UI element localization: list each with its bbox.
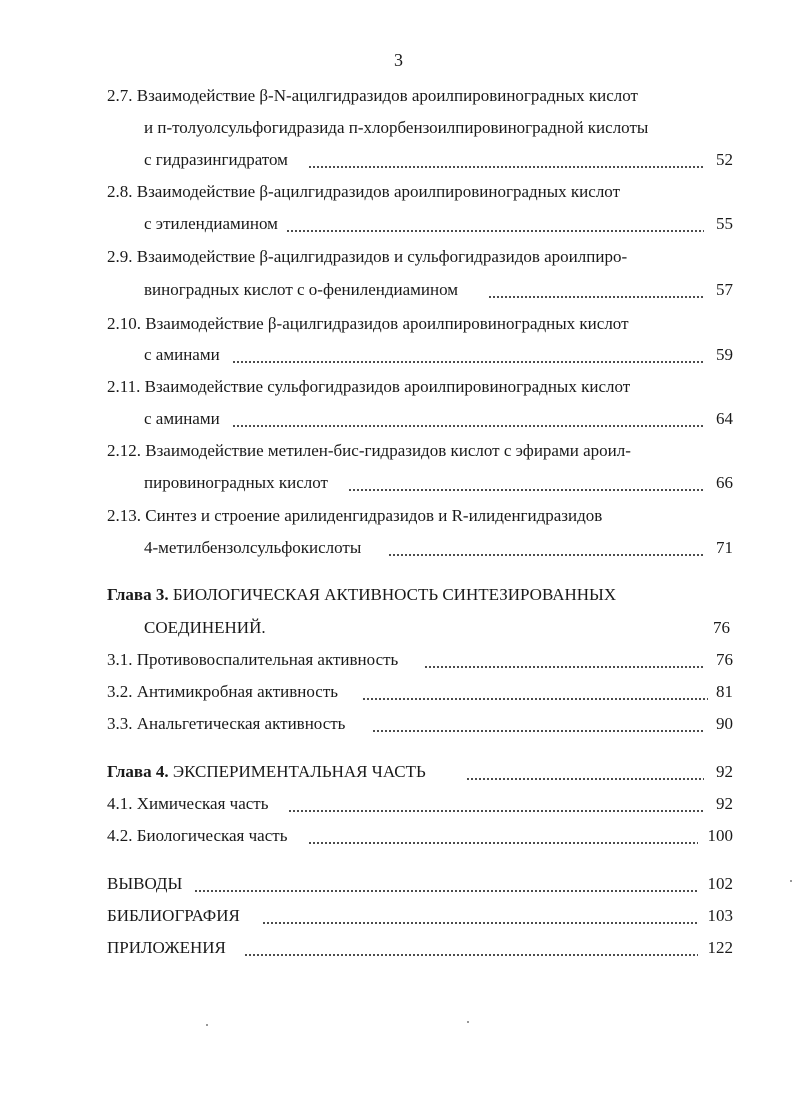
leader-dots — [232, 344, 704, 366]
leader-dots — [372, 713, 704, 735]
toc-page: 122 — [707, 938, 733, 957]
toc-page: 81 — [716, 682, 733, 701]
toc-entry-2-7-line-1 — [0, 85, 797, 107]
scan-speck — [206, 1024, 208, 1026]
toc-entry-2-12-line-1 — [0, 440, 797, 462]
toc-page: 92 — [716, 794, 733, 813]
chapter-title: ЭКСПЕРИМЕНТАЛЬНАЯ ЧАСТЬ — [172, 762, 426, 781]
toc-entry-text: 2.8. Взаимодействие β-ацилгидразидов ароилпировиноградных кислот — [107, 182, 621, 201]
toc-entry-3-3 — [0, 713, 797, 735]
toc-page: 103 — [707, 906, 733, 925]
toc-entry-2-11-line-1 — [0, 376, 797, 398]
leader-dots — [288, 793, 704, 815]
leader-dots — [286, 213, 704, 235]
toc-entry-text: 4.2. Биологическая часть — [107, 826, 288, 845]
chapter-number: Глава 4. — [107, 762, 169, 781]
toc-entry-2-8-line-2 — [0, 213, 797, 235]
toc-entry-2-8-line-1 — [0, 181, 797, 203]
toc-entry-3-1 — [0, 649, 797, 671]
toc-entry-text: и п-толуолсульфогидразида п-хлорбензоилпировиноградной кислоты — [144, 118, 649, 137]
toc-entry-text: пировиноградных кислот — [144, 473, 328, 492]
leader-dots — [244, 937, 698, 959]
toc-entry-4-1 — [0, 793, 797, 815]
toc-entry-text: с этилендиамином — [144, 214, 278, 233]
leader-dots — [308, 149, 704, 171]
toc-entry-2-9-line-1 — [0, 246, 797, 268]
toc-page: 57 — [716, 280, 733, 299]
chapter-title: БИОЛОГИЧЕСКАЯ АКТИВНОСТЬ СИНТЕЗИРОВАННЫХ — [172, 585, 617, 604]
toc-entry-2-10-line-2 — [0, 344, 797, 366]
chapter-4-heading — [0, 761, 797, 783]
toc-entry-text: 4.1. Химическая часть — [107, 794, 269, 813]
leader-dots — [308, 825, 698, 847]
leader-dots — [194, 873, 698, 895]
page-number: 3 — [394, 50, 403, 70]
toc-entry-text: 2.10. Взаимодействие β-ацилгидразидов ароилпировиноградных кислот — [107, 314, 629, 333]
toc-entry-conclusions — [0, 873, 797, 895]
leader-dots — [388, 537, 704, 559]
toc-entry-2-13-line-1 — [0, 505, 797, 527]
toc-entry-2-7-line-3 — [0, 149, 797, 171]
toc-entry-text: 2.11. Взаимодействие сульфогидразидов ароилпировиноградных кислот — [107, 377, 631, 396]
leader-dots — [362, 681, 708, 703]
toc-page: 76 — [716, 650, 733, 669]
toc-entry-text: 4-метилбензолсульфокислоты — [144, 538, 362, 557]
chapter-3-heading — [0, 584, 797, 606]
toc-entry-2-10-line-1 — [0, 313, 797, 335]
toc-page: 76 — [713, 618, 730, 637]
toc-entry-text: БИБЛИОГРАФИЯ — [107, 906, 240, 925]
toc-entry-text: с аминами — [144, 345, 220, 364]
toc-page: 55 — [716, 214, 733, 233]
toc-entry-text: с гидразингидратом — [144, 150, 288, 169]
toc-page: 92 — [716, 762, 733, 781]
toc-entry-2-9-line-2 — [0, 279, 797, 301]
scan-speck — [790, 880, 792, 882]
toc-page: 64 — [716, 409, 733, 428]
toc-entry-text: ПРИЛОЖЕНИЯ — [107, 938, 226, 957]
toc-entry-2-7-line-2 — [0, 117, 797, 139]
leader-dots — [348, 472, 704, 494]
toc-entry-3-2 — [0, 681, 797, 703]
toc-page: 90 — [716, 714, 733, 733]
leader-dots — [262, 905, 698, 927]
chapter-title: СОЕДИНЕНИЙ. — [144, 618, 266, 637]
toc-entry-bibliography — [0, 905, 797, 927]
leader-dots — [466, 761, 704, 783]
chapter-3-heading-line-2 — [0, 617, 797, 639]
chapter-number: Глава 3. — [107, 585, 169, 604]
toc-entry-text: 2.12. Взаимодействие метилен-бис-гидразидов кислот с эфирами ароил- — [107, 441, 631, 460]
toc-page: 100 — [707, 826, 733, 845]
scan-speck — [467, 1021, 469, 1023]
toc-page: 59 — [716, 345, 733, 364]
toc-entry-text: 2.13. Синтез и строение арилиденгидразидов и R-илиденгидразидов — [107, 506, 603, 525]
toc-entry-4-2 — [0, 825, 797, 847]
toc-page: 71 — [716, 538, 733, 557]
toc-entry-text: с аминами — [144, 409, 220, 428]
toc-page: 66 — [716, 473, 733, 492]
toc-entry-text: 3.1. Противовоспалительная активность — [107, 650, 399, 669]
toc-entry-2-11-line-2 — [0, 408, 797, 430]
leader-dots — [488, 279, 704, 301]
toc-entry-appendices — [0, 937, 797, 959]
toc-entry-text: ВЫВОДЫ — [107, 874, 183, 893]
leader-dots — [424, 649, 704, 671]
toc-entry-2-13-line-2 — [0, 537, 797, 559]
toc-entry-text: 3.3. Анальгетическая активность — [107, 714, 346, 733]
toc-entry-text: 3.2. Антимикробная активность — [107, 682, 339, 701]
toc-entry-2-12-line-2 — [0, 472, 797, 494]
toc-page: 52 — [716, 150, 733, 169]
toc-entry-text: 2.7. Взаимодействие β-N-ацилгидразидов ароилпировиноградных кислот — [107, 86, 638, 105]
leader-dots — [232, 408, 704, 430]
toc-entry-text: виноградных кислот с о-фенилендиамином — [144, 280, 459, 299]
toc-page: 102 — [707, 874, 733, 893]
toc-entry-text: 2.9. Взаимодействие β-ацилгидразидов и сульфогидразидов ароилпиро- — [107, 247, 628, 266]
